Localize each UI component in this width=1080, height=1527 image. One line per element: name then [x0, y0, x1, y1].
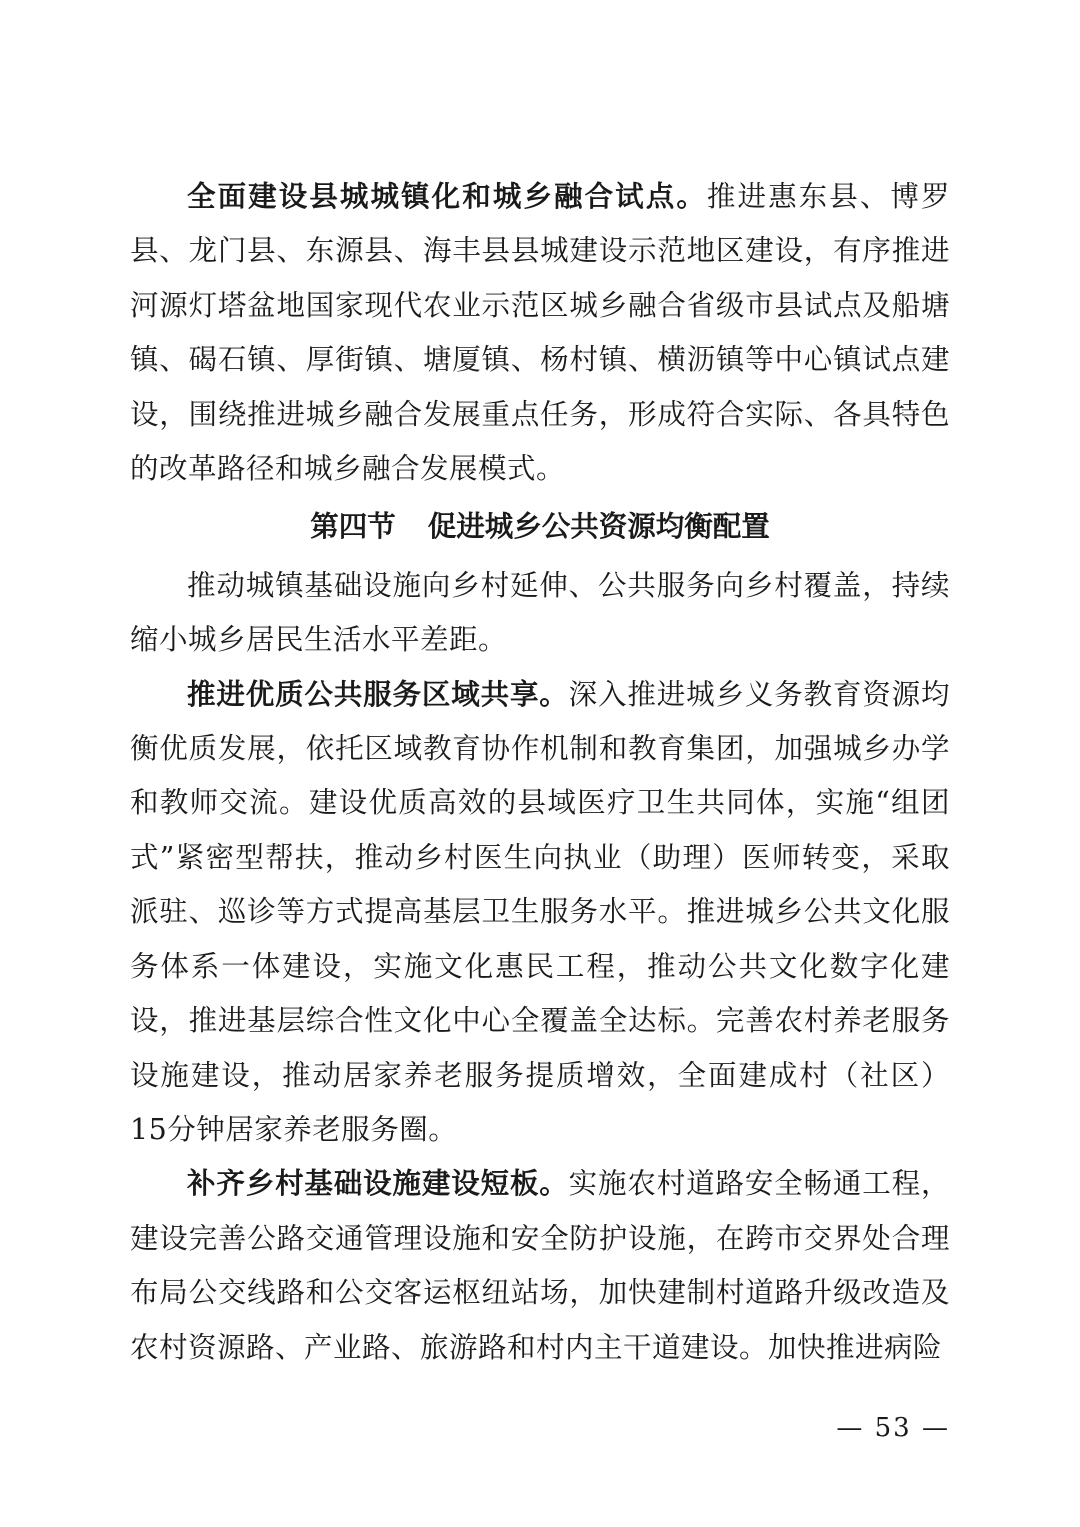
paragraph-body: 推动城镇基础设施向乡村延伸、公共服务向乡村覆盖，持续缩小城乡居民生活水平差距。: [130, 568, 950, 657]
page-number: — 53 —: [836, 1413, 950, 1443]
paragraph-lead: 全面建设县城城镇化和城乡融合试点。: [187, 180, 707, 213]
section-number: 第四节: [310, 510, 396, 544]
paragraph-intro: [130, 559, 950, 668]
paragraph-body: 推进惠东县、博罗县、龙门县、东源县、海丰县县城建设示范地区建设，有序推进河源灯塔盆地国家现代农业示范区城乡融合省级市县试点及船塘镇、碣石镇、厚街镇、塘厦镇、杨村镇、横沥镇等中心镇试点建设，围绕推进城乡融合发展重点任务，形成符合实际、各具特色的改革路径和城乡融合发展模式。: [130, 180, 950, 486]
document-page: [130, 170, 950, 1375]
paragraph-rural-infrastructure: [130, 1157, 950, 1375]
paragraph-body: 实施农村道路安全畅通工程，建设完善公路交通管理设施和安全防护设施，在跨市交界处合理布局公交线路和公交客运枢纽站场，加快建制村道路升级改造及农村资源路、产业路、旅游路和村内主干道建设。加快推进病险: [130, 1167, 950, 1364]
paragraph-lead: 补齐乡村基础设施建设短板。: [187, 1167, 569, 1201]
section-heading: [130, 500, 950, 554]
paragraph-body: 深入推进城乡义务教育资源均衡优质发展，依托区域教育协作机制和教育集团，加强城乡办学和教师交流。建设优质高效的县域医疗卫生共同体，实施“组团式”紧密型帮扶，推动乡村医生向执业（助理）医师转变，采取派驻、巡诊等方式提高基层卫生服务水平。推进城乡公共文化服务体系一体建设，实施文化惠民工程，推动公共文化数字化建设，推进基层综合性文化中心全覆盖全达标。完善农村养老服务设施建设，推动居家养老服务提质增效，全面建成村（社区）15分钟居家养老服务圈。: [130, 677, 950, 1146]
section-title: 促进城乡公共资源均衡配置: [427, 510, 770, 544]
paragraph-public-services: [130, 668, 950, 1158]
paragraph-lead: 推进优质公共服务区域共享。: [187, 677, 569, 711]
paragraph-county-urbanization: [130, 170, 950, 496]
